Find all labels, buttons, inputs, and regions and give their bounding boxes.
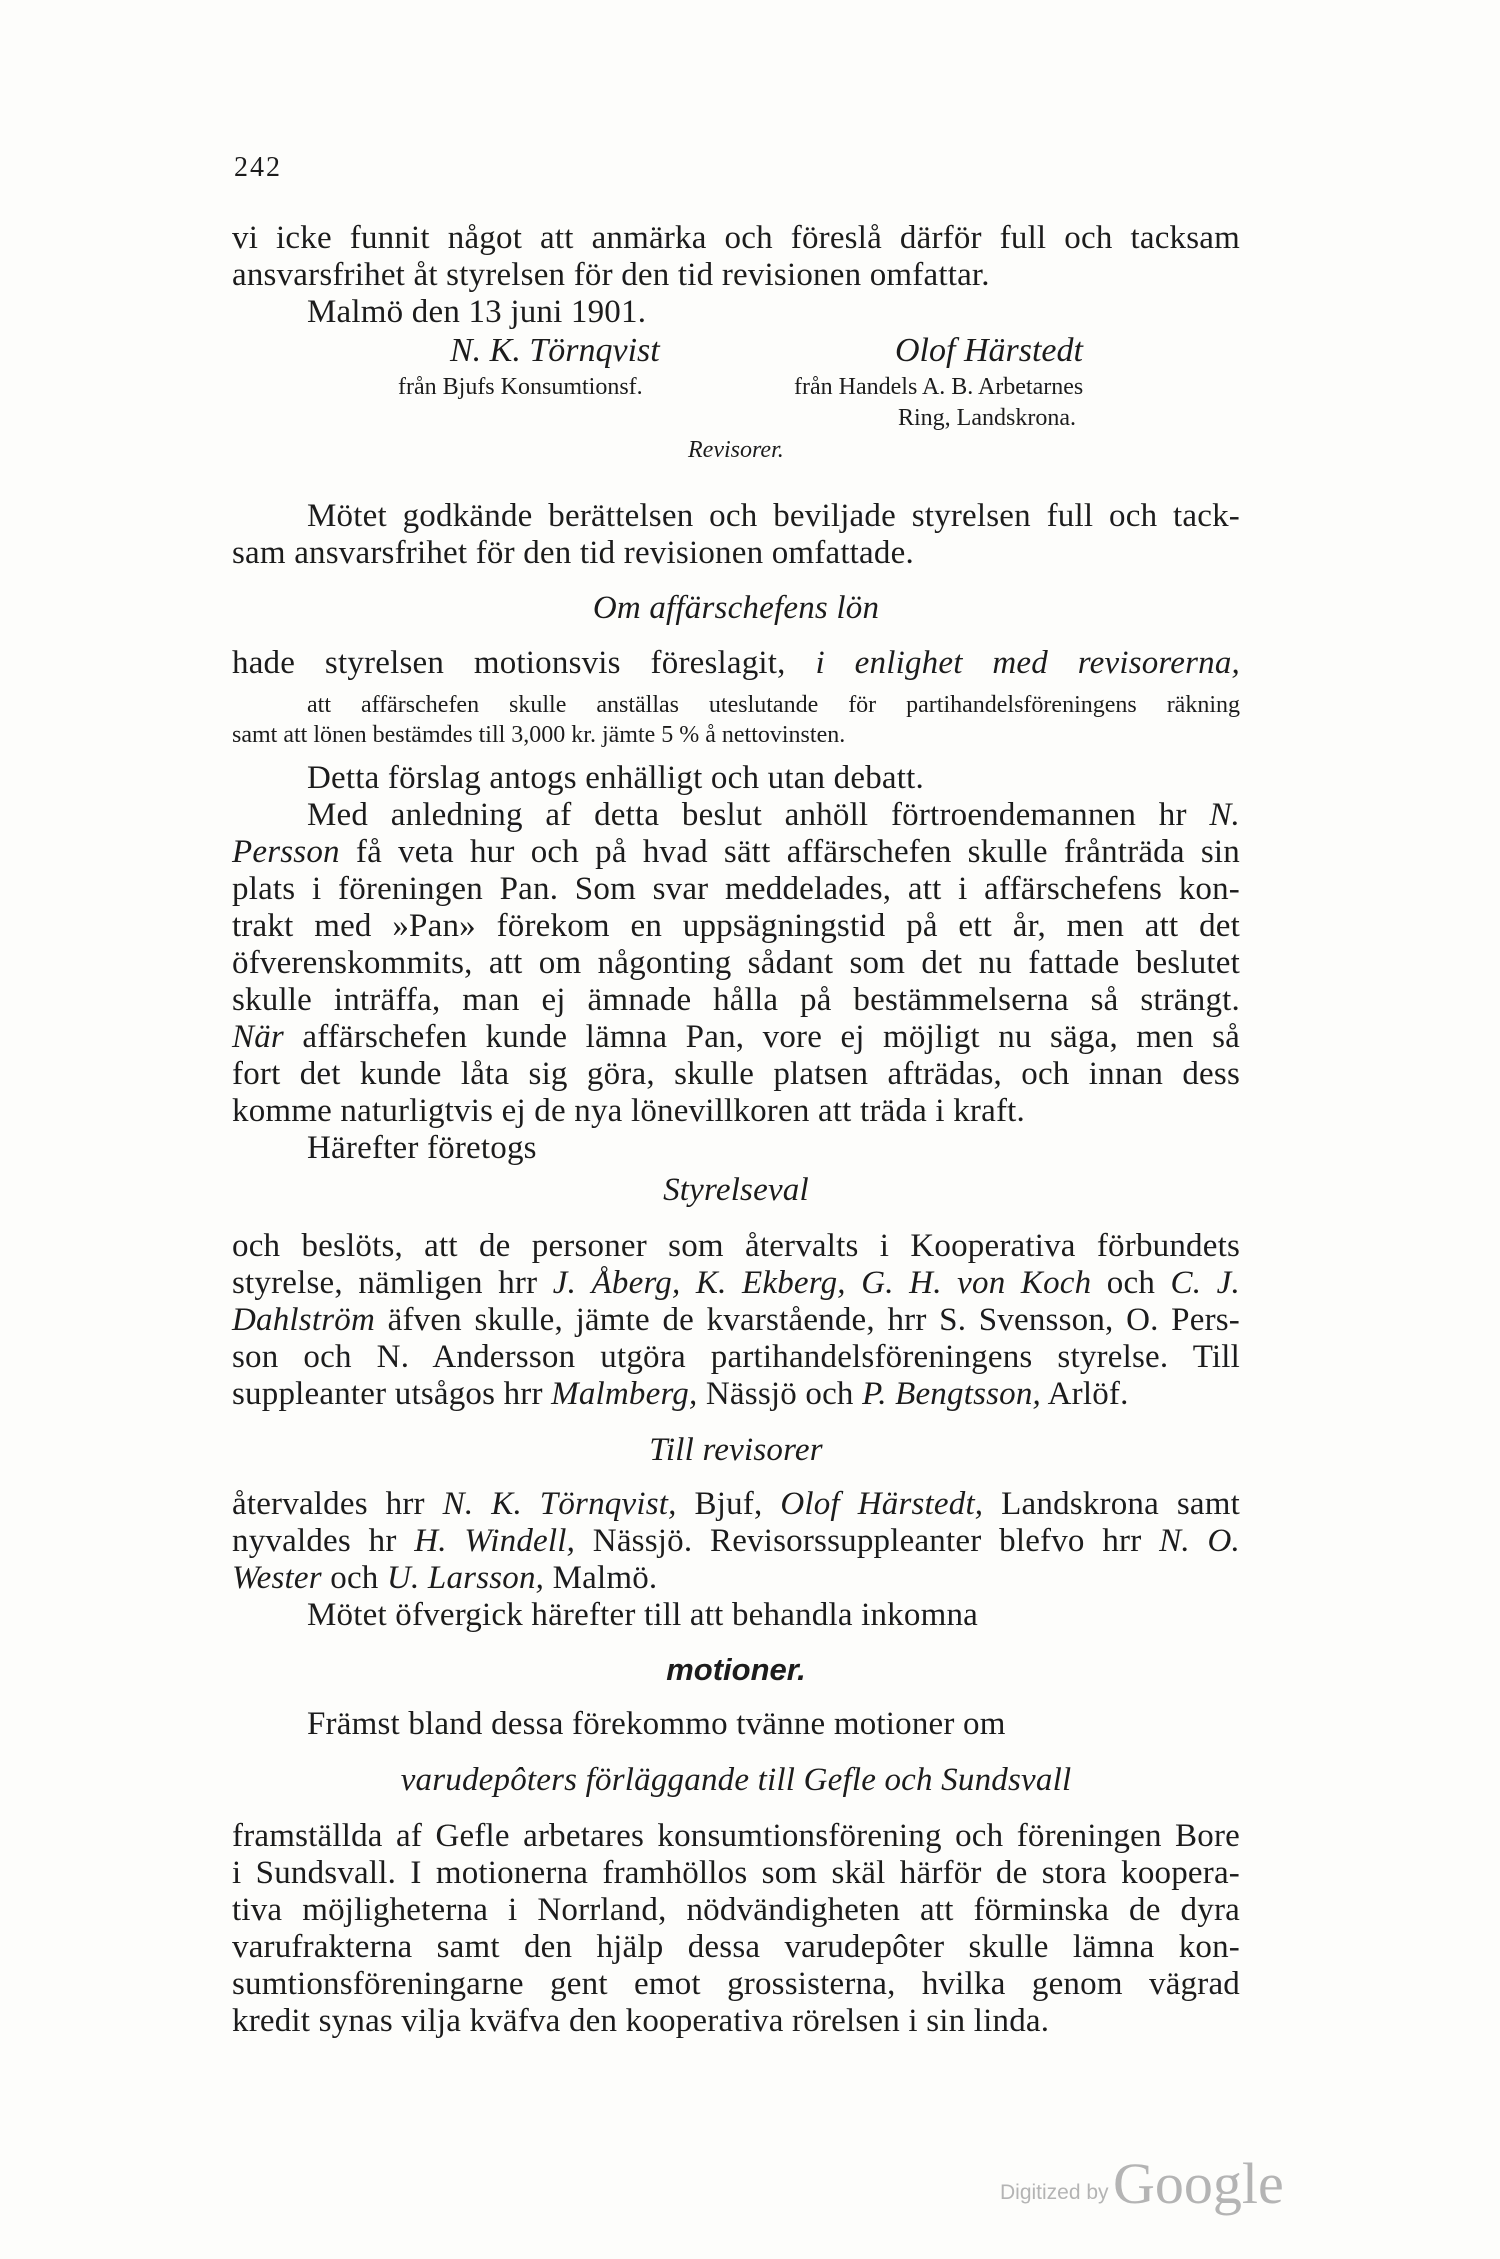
body-line: Med anledning af detta beslut anhöll förtroendemannen hr N. <box>307 797 1240 833</box>
section-heading: motioner. <box>666 1652 806 1687</box>
watermark-prefix: Digitized by <box>1000 2181 1109 2204</box>
body-line: fort det kunde låta sig göra, skulle platsen afträdas, och innan dess <box>232 1056 1240 1092</box>
body-line: Främst bland dessa förekommo tvänne motioner om <box>307 1706 1006 1742</box>
body-line: styrelse, nämligen hrr J. Åberg, K. Ekberg, G. H. von Koch och C. J. <box>232 1265 1240 1301</box>
date-line: Malmö den 13 juni 1901. <box>307 294 647 330</box>
signature-right-name: Olof Härstedt <box>895 332 1083 369</box>
body-line: i Sundsvall. I motionerna framhöllos som skäl härför de stora koopera- <box>232 1855 1240 1891</box>
body-line: tiva möjligheterna i Norrland, nödvändigheten att förminska de dyra <box>232 1892 1240 1928</box>
signature-right-org: från Handels A. B. Arbetarnes <box>794 374 1084 400</box>
digitized-watermark <box>1000 2150 1320 2217</box>
body-line: ansvarsfrihet åt styrelsen för den tid revisionen omfattar. <box>232 257 990 293</box>
body-line: När affärschefen kunde lämna Pan, vore ej möjligt nu säga, men så <box>232 1019 1240 1055</box>
body-line: Detta förslag antogs enhälligt och utan debatt. <box>307 760 924 796</box>
section-heading: Styrelseval <box>663 1172 809 1208</box>
section-heading: Till revisorer <box>649 1432 823 1468</box>
body-line: Härefter företogs <box>307 1130 537 1166</box>
body-line: plats i föreningen Pan. Som svar meddelades, att i affärschefens kon- <box>232 871 1240 907</box>
body-line: son och N. Andersson utgöra partihandelsföreningens styrelse. Till <box>232 1339 1240 1375</box>
body-line: nyvaldes hr H. Windell, Nässjö. Revisorssuppleanter blefvo hrr N. O. <box>232 1523 1240 1559</box>
body-line: sam ansvarsfrihet för den tid revisionen omfattade. <box>232 535 914 571</box>
signature-role: Revisorer. <box>688 437 784 463</box>
body-line: framställda af Gefle arbetares konsumtionsförening och föreningen Bore <box>232 1818 1240 1854</box>
body-line: Dahlström äfven skulle, jämte de kvarstående, hrr S. Svensson, O. Pers- <box>232 1302 1240 1338</box>
body-line: varufrakterna samt den hjälp dessa varudepôter skulle lämna kon- <box>232 1929 1240 1965</box>
proposal-line: samt att lönen bestämdes till 3,000 kr. jämte 5 % å nettovinsten. <box>232 722 846 748</box>
signature-right-org-2: Ring, Landskrona. <box>898 405 1076 431</box>
body-line: Wester och U. Larsson, Malmö. <box>232 1560 658 1596</box>
body-line: öfverenskommits, att om någonting sådant som det nu fattade beslutet <box>232 945 1240 981</box>
body-line: sumtionsföreningarne gent emot grossisterna, hvilka genom vägrad <box>232 1966 1240 2002</box>
page-number: 242 <box>234 152 282 183</box>
body-line: vi icke funnit något att anmärka och föreslå därför full och tacksam <box>232 220 1240 256</box>
body-line: och beslöts, att de personer som återvalts i Kooperativa förbundets <box>232 1228 1240 1264</box>
body-line: hade styrelsen motionsvis föreslagit, i enlighet med revisorerna, <box>232 645 1240 681</box>
body-line: Persson få veta hur och på hvad sätt affärschefen skulle frånträda sin <box>232 834 1240 870</box>
body-line: kredit synas vilja kväfva den kooperativa rörelsen i sin linda. <box>232 2003 1050 2039</box>
body-line: komme naturligtvis ej de nya lönevillkoren att träda i kraft. <box>232 1093 1025 1129</box>
body-line: skulle inträffa, man ej ämnade hålla på bestämmelserna så strängt. <box>232 982 1240 1018</box>
body-line: återvaldes hrr N. K. Törnqvist, Bjuf, Olof Härstedt, Landskrona samt <box>232 1486 1240 1522</box>
section-heading: varudepôters förläggande till Gefle och Sundsvall <box>400 1762 1072 1798</box>
body-line: suppleanter utsågos hrr Malmberg, Nässjö och P. Bengtsson, Arlöf. <box>232 1376 1129 1412</box>
section-heading: Om affärschefens lön <box>592 590 880 626</box>
proposal-line: att affärschefen skulle anställas uteslutande för partihandelsföreningens räkning <box>307 692 1240 718</box>
body-line: trakt med »Pan» förekom en uppsägningstid på ett år, men att det <box>232 908 1240 944</box>
signature-left-org: från Bjufs Konsumtionsf. <box>398 374 643 400</box>
body-line: Mötet öfvergick härefter till att behandla inkomna <box>307 1597 978 1633</box>
google-logo: Google <box>1113 2151 1284 2216</box>
signature-left-name: N. K. Törnqvist <box>450 332 660 369</box>
body-line: Mötet godkände berättelsen och beviljade styrelsen full och tack- <box>307 498 1240 534</box>
